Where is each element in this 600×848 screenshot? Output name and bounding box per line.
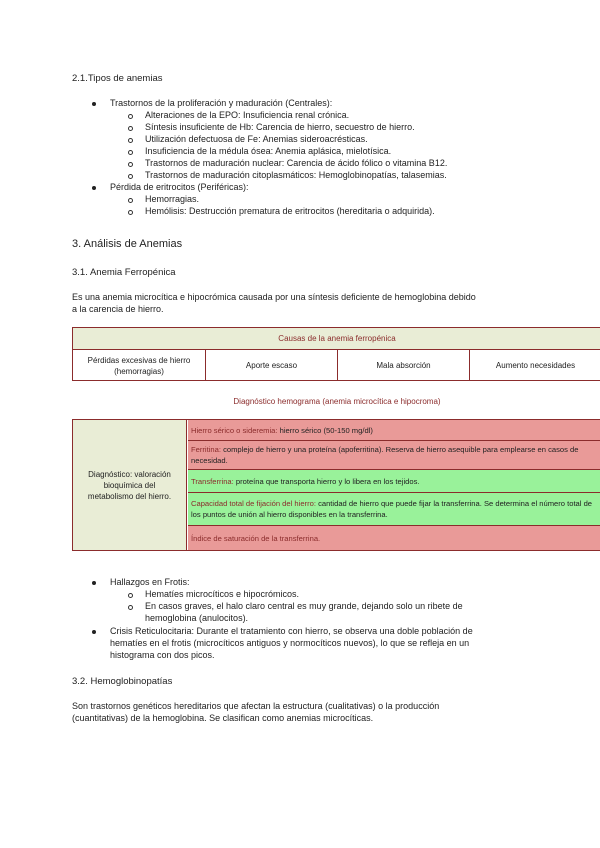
diag-row-transferrina — [188, 470, 600, 493]
sub-bullet — [128, 198, 133, 203]
section-3-title: 3. Análisis de Anemias — [72, 238, 183, 250]
cell-text: Diagnóstico: valoración — [88, 469, 171, 479]
diag-left-cell — [73, 420, 187, 550]
row-text: proteína que transporta hierro y lo libera en los tejidos. — [235, 476, 420, 486]
sub-bullet — [128, 114, 133, 119]
causes-cell: Aumento necesidades — [495, 361, 576, 370]
cell-text: bioquímica del — [103, 480, 156, 490]
row-text: cantidad de hierro que puede fijar la transferrina. Se determina el número total de los puntos de unión al hierro disponibles en la transferrina. — [191, 499, 593, 519]
intro-line: Son trastornos genéticos hereditarios que afectan la estructura (cualitativas) o la producción — [72, 701, 440, 711]
bullet-dot — [92, 186, 96, 190]
sub-bullet — [128, 150, 133, 155]
list-item: Hallazgos en Frotis: — [110, 577, 190, 587]
diag-row-ferritina — [188, 441, 600, 470]
list-item-cont: hematíes en el frotis (microcíticos antiguos y normocíticos nuevos), lo que se refleja en un — [110, 638, 470, 648]
causes-cell — [73, 350, 205, 381]
row-text: hierro sérico (50-150 mg/dl) — [279, 425, 373, 435]
anemia-ferropenica-intro — [72, 291, 592, 315]
cell-text: (hemorragias) — [114, 366, 164, 376]
sub-bullet — [128, 210, 133, 215]
diag-row-indice-saturacion — [188, 526, 600, 550]
list-subitem: En casos graves, el halo claro central es muy grande, dejando solo un ribete de — [145, 601, 463, 611]
list-subitem: Hemólisis: Destrucción prematura de eritrocitos (hereditaria o adquirida). — [145, 206, 435, 216]
list-item: Crisis Reticulocitaria: Durante el tratamiento con hierro, se observa una doble población de — [110, 626, 473, 636]
diag-row-capacidad-total — [188, 493, 600, 526]
list-item: Pérdida de eritrocitos (Periféricas): — [110, 182, 249, 192]
section-3-2-title: 3.2. Hemoglobinopatías — [72, 676, 173, 687]
cell-text: Pérdidas excesivas de hierro — [87, 355, 191, 365]
list-subitem: Hematíes microcíticos e hipocrómicos. — [145, 589, 300, 599]
list-subitem: Hemorragias. — [145, 194, 200, 204]
diag-table — [72, 419, 600, 551]
diag-table-title: Diagnóstico hemograma (anemia microcítica e hipocroma) — [233, 397, 441, 406]
intro-line: a la carencia de hierro. — [72, 304, 164, 314]
list-subitem: Trastornos de maduración citoplasmáticos: Hemoglobinopatías, talasemias. — [145, 170, 447, 180]
row-label: Capacidad total de fijación del hierro: — [191, 499, 319, 508]
causes-cell: Aporte escaso — [245, 361, 298, 370]
sub-bullet — [128, 174, 133, 179]
section-3-1-title: 3.1. Anemia Ferropénica — [72, 267, 176, 278]
list-subitem: Trastornos de maduración nuclear: Carencia de ácido fólico o vitamina B12. — [145, 158, 448, 168]
list-subitem-cont: hemoglobina (anulocitos). — [145, 613, 249, 623]
row-label: Índice de saturación de la transferrina. — [191, 533, 321, 543]
causes-table — [72, 327, 600, 381]
list-subitem: Síntesis insuficiente de Hb: Carencia de hierro, secuestro de hierro. — [145, 122, 415, 132]
row-label: Hierro sérico o sideremia: — [191, 425, 280, 435]
sub-bullet — [128, 605, 133, 610]
sub-bullet — [128, 126, 133, 131]
list-subitem: Alteraciones de la EPO: Insuficiencia renal crónica. — [145, 110, 350, 120]
hemoglobinopatias-intro — [72, 700, 592, 724]
bullet-dot — [92, 630, 96, 634]
causes-cell: Mala absorción — [376, 361, 431, 370]
intro-line: Es una anemia microcítica e hipocrómica causada por una síntesis deficiente de hemoglobina debido — [72, 292, 476, 302]
causes-table-header: Causas de la anemia ferropénica — [73, 328, 600, 350]
diag-row-sideremia — [188, 420, 600, 441]
list-item-cont: histograma con dos picos. — [110, 650, 215, 660]
intro-line: (cuantitativas) de la hemoglobina. Se clasifican como anemias microcíticas. — [72, 713, 374, 723]
list-subitem: Insuficiencia de la médula ósea: Anemia aplásica, mielotísica. — [145, 146, 392, 156]
row-text: complejo de hierro y una proteína (apoferritina). Reserva de hierro asequible para emplearse en casos de necesidad. — [191, 445, 579, 465]
list-item: Trastornos de la proliferación y maduración (Centrales): — [110, 98, 333, 108]
sub-bullet — [128, 593, 133, 598]
cell-text: metabolismo del hierro. — [87, 491, 172, 501]
row-label: Transferrina: — [191, 476, 236, 486]
section-2-1-title: 2.1.Tipos de anemias — [72, 73, 163, 84]
sub-bullet — [128, 162, 133, 167]
bullet-dot — [92, 102, 96, 106]
row-label: Ferritina: — [191, 445, 224, 454]
sub-bullet — [128, 138, 133, 143]
list-subitem: Utilización defectuosa de Fe: Anemias sideroacrésticas. — [145, 134, 368, 144]
bullet-dot — [92, 581, 96, 585]
